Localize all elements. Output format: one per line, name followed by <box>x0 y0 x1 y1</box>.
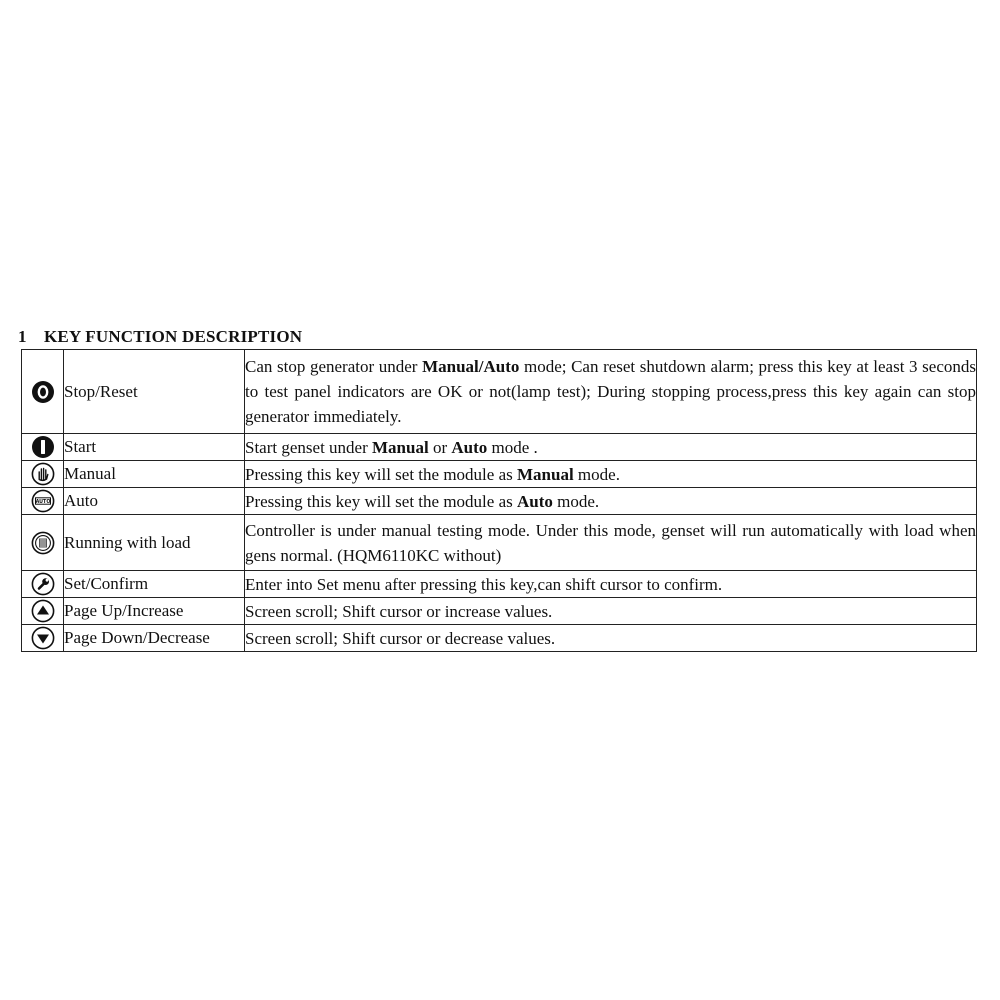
manual-hand-icon <box>31 462 55 486</box>
stop-reset-icon <box>31 380 55 404</box>
key-description: Controller is under manual testing mode. Under this mode, genset will run automatically with load when gens normal. (HQM6110KC without) <box>245 515 977 571</box>
key-description: Screen scroll; Shift cursor or increase values. <box>245 598 977 625</box>
table-row <box>22 598 977 625</box>
table-row <box>22 350 977 434</box>
key-name: Running with load <box>64 515 245 571</box>
table-row <box>22 488 977 515</box>
key-description: Pressing this key will set the module as Auto mode. <box>245 488 977 515</box>
running-with-load-icon <box>31 531 55 555</box>
key-description: Pressing this key will set the module as Manual mode. <box>245 461 977 488</box>
svg-text:AUTO: AUTO <box>35 499 50 505</box>
table-row <box>22 515 977 571</box>
section-heading <box>18 327 302 347</box>
key-name: Stop/Reset <box>64 350 245 434</box>
page-down-arrow-icon <box>31 626 55 650</box>
key-name: Start <box>64 434 245 461</box>
section-title: KEY FUNCTION DESCRIPTION <box>44 327 303 346</box>
set-confirm-wrench-icon <box>31 572 55 596</box>
start-icon <box>31 435 55 459</box>
table-row <box>22 434 977 461</box>
page-up-arrow-icon <box>31 599 55 623</box>
key-description: Start genset under Manual or Auto mode . <box>245 434 977 461</box>
key-description: Screen scroll; Shift cursor or decrease values. <box>245 625 977 652</box>
key-name: Manual <box>64 461 245 488</box>
auto-icon <box>31 489 55 513</box>
section-number: 1 <box>18 327 27 346</box>
key-description: Enter into Set menu after pressing this key,can shift cursor to confirm. <box>245 571 977 598</box>
table-row <box>22 461 977 488</box>
table-row <box>22 625 977 652</box>
key-function-table <box>21 349 977 652</box>
key-name: Set/Confirm <box>64 571 245 598</box>
key-name: Page Up/Increase <box>64 598 245 625</box>
key-name: Auto <box>64 488 245 515</box>
key-name: Page Down/Decrease <box>64 625 245 652</box>
table-row <box>22 571 977 598</box>
key-description: Can stop generator under Manual/Auto mode; Can reset shutdown alarm; press this key at least 3 seconds to test panel indicators are OK or not(lamp test); During stopping process,press this key again can stop generator immediately. <box>245 350 977 434</box>
